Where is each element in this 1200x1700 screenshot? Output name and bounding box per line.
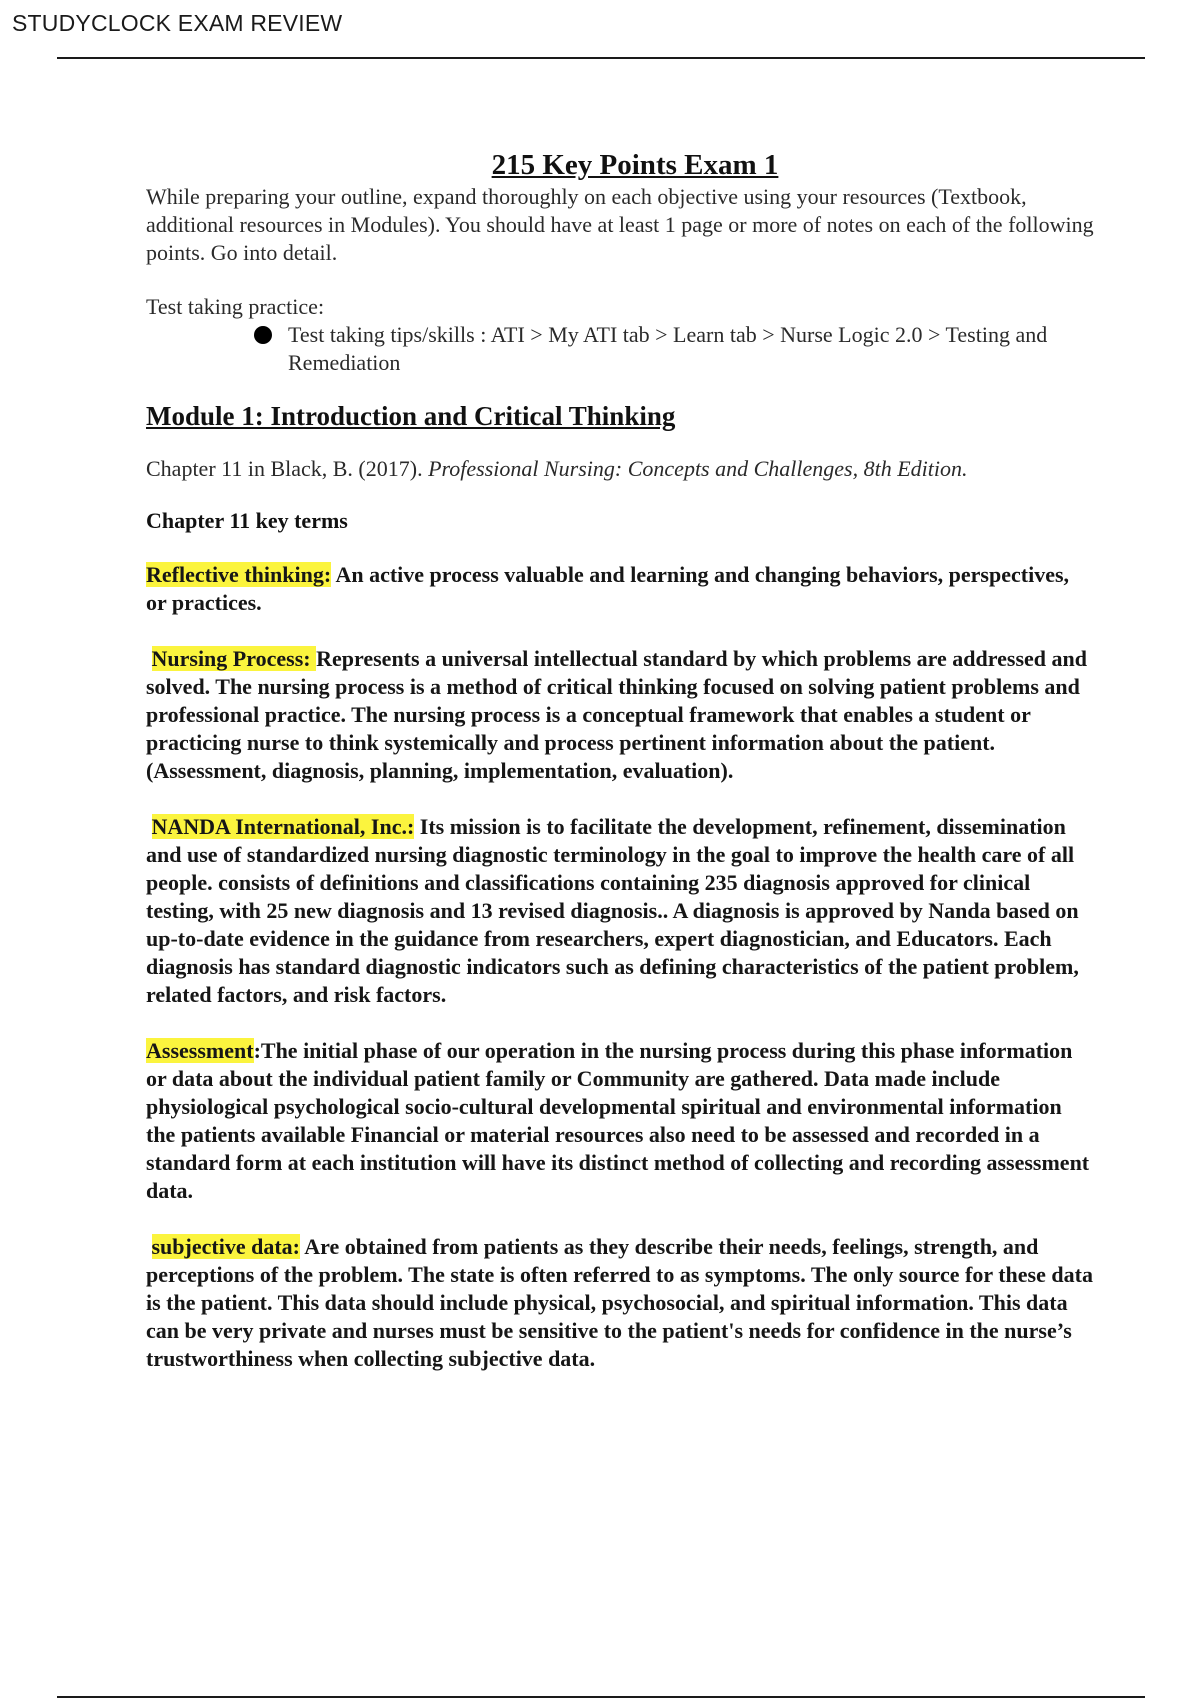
chapter-reference-book: Professional Nursing: Concepts and Challenges, 8th Edition. bbox=[428, 456, 968, 481]
chapter-reference bbox=[146, 455, 1094, 483]
practice-label: Test taking practice: bbox=[146, 294, 325, 319]
term-subjective-data bbox=[146, 1233, 1094, 1373]
footer-divider bbox=[57, 1696, 1145, 1698]
term-label: Assessment bbox=[146, 1038, 254, 1063]
term-nanda bbox=[146, 813, 1094, 1009]
term-label: Reflective thinking: bbox=[146, 562, 332, 587]
intro-paragraph: While preparing your outline, expand thoroughly on each objective using your resources (Textbook, additional resources in Modules). You should have at least 1 page or more of notes on each of the following points. Go into detail. bbox=[146, 184, 1094, 265]
practice-bullet-text: Test taking tips/skills : ATI > My ATI tab > Learn tab > Nurse Logic 2.0 > Testing and Remediation bbox=[288, 322, 1048, 375]
bullet-icon bbox=[254, 326, 272, 344]
term-definition: Represents a universal intellectual standard by which problems are addressed and solved. The nursing process is a method of critical thinking focused on solving patient problems and professional practice. The nursing process is a conceptual framework that enables a student or practicing nurse to think systemically and process pertinent information about the patient. (Assessment, diagnosis, planning, implementation, evaluation). bbox=[146, 646, 1087, 783]
practice-bullet-item bbox=[254, 321, 1094, 377]
term-definition: An active process valuable and learning and changing behaviors, perspectives, or practices. bbox=[146, 562, 1070, 615]
header-divider bbox=[57, 57, 1145, 59]
term-assessment bbox=[146, 1037, 1094, 1205]
term-nursing-process bbox=[146, 645, 1094, 785]
term-label: subjective data: bbox=[151, 1234, 300, 1259]
term-reflective-thinking bbox=[146, 561, 1094, 617]
document-header: STUDYCLOCK EXAM REVIEW bbox=[12, 10, 343, 36]
term-definition: Its mission is to facilitate the development, refinement, dissemination and use of standardized nursing diagnostic terminology in the goal to improve the health care of all people. consists of definitions and classifications containing 235 diagnosis approved for clinical testing, with 25 new diagnosis and 13 revised diagnosis.. A diagnosis is approved by Nanda based on up-to-date evidence in the guidance from researchers, expert diagnostician, and Educators. Each diagnosis has standard diagnostic indicators such as defining characteristics of the patient problem, related factors, and risk factors. bbox=[146, 814, 1079, 1007]
term-label: NANDA International, Inc.: bbox=[151, 814, 415, 839]
document-title: 215 Key Points Exam 1 bbox=[491, 149, 779, 181]
module-heading: Module 1: Introduction and Critical Thinking bbox=[146, 401, 676, 431]
term-definition: Are obtained from patients as they describe their needs, feelings, strength, and perceptions of the problem. The state is often referred to as symptoms. The only source for these data is the patient. This data should include physical, psychosocial, and spiritual information. This data can be very private and nurses must be sensitive to the patient's needs for confidence in the nurse’s trustworthiness when collecting subjective data. bbox=[146, 1234, 1093, 1371]
key-terms-heading: Chapter 11 key terms bbox=[146, 508, 348, 533]
document-body bbox=[146, 147, 1094, 1373]
chapter-reference-prefix: Chapter 11 in Black, B. (2017). bbox=[146, 456, 429, 481]
term-label: Nursing Process: bbox=[151, 646, 317, 671]
term-definition: :The initial phase of our operation in the nursing process during this phase information or data about the individual patient family or Community are gathered. Data made include physiological psychological socio-cultural developmental spiritual and environmental information the patients available Financial or material resources also need to be assessed and recorded in a standard form at each institution will have its distinct method of collecting and recording assessment data. bbox=[146, 1038, 1090, 1203]
